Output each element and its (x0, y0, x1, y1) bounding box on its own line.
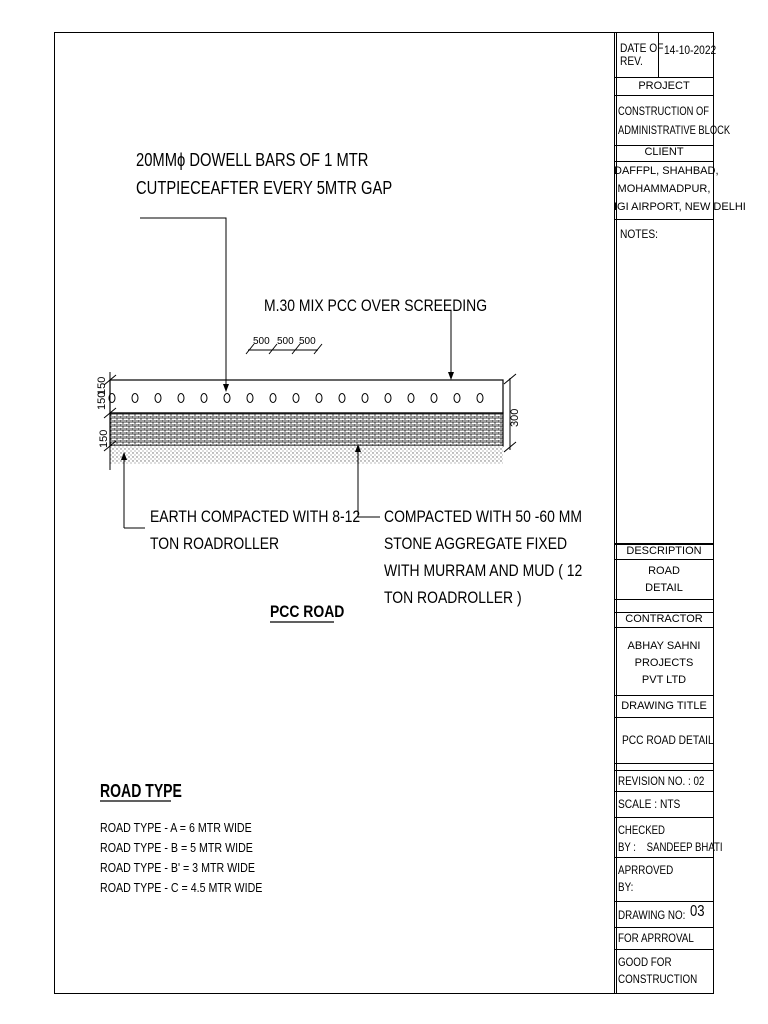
project-value: CONSTRUCTION OF ADMINISTRATIVE BLOCK (618, 104, 731, 137)
dowel-bar (316, 394, 322, 403)
project-label: PROJECT (614, 78, 714, 96)
dowel-bar (454, 394, 460, 403)
stone-note-line1: COMPACTED WITH 50 -60 MM (384, 507, 583, 526)
spacing-label-1: 500 (253, 336, 270, 347)
drawing-no-row (614, 902, 714, 928)
date-value: 14-10-2022 (664, 43, 717, 57)
road-type-item: ROAD TYPE - B' = 3 MTR WIDE (100, 860, 255, 875)
contractor-value: ABHAY SAHNI PROJECTS PVT LTD (614, 628, 714, 696)
stone-note-line2: STONE AGGREGATE FIXED (384, 534, 568, 553)
dowel-bar (293, 394, 299, 403)
contractor-label: CONTRACTOR (614, 612, 714, 628)
description-label: DESCRIPTION (614, 544, 714, 560)
dim-label-right: 300 (509, 408, 521, 427)
project-row (614, 96, 731, 146)
dowel-bar (385, 394, 391, 403)
dowel-bar (201, 394, 207, 403)
notes-label: NOTES: (620, 227, 658, 241)
drawing-no-label: DRAWING NO: (618, 908, 686, 922)
scale-value: SCALE : NTS (618, 797, 681, 811)
drawing-no-value: 03 (690, 903, 705, 920)
approved-row (614, 858, 714, 902)
dowel-note-line2: CUTPIECEAFTER EVERY 5MTR GAP (136, 178, 393, 198)
dowel-bar (270, 394, 276, 403)
checked-by: CHECKED BY : SANDEEP BHATI (618, 823, 723, 854)
good-for-construction-row (614, 950, 714, 994)
notes-box (614, 220, 714, 544)
checked-row (614, 818, 723, 858)
good-for-construction: GOOD FOR CONSTRUCTION (618, 955, 698, 986)
dim-label-mid: 150 (96, 376, 108, 395)
earth-note-line2: TON ROADROLLER (150, 534, 280, 553)
earth-layer (110, 446, 503, 464)
dowel-bar (132, 394, 138, 403)
road-type-item: ROAD TYPE - C = 4.5 MTR WIDE (100, 880, 263, 895)
spacing-label-3: 500 (299, 336, 316, 347)
dim-label-top: 150 (96, 391, 108, 410)
dowel-bar (224, 394, 230, 403)
stone-aggregate-layer (110, 413, 503, 446)
drawing-title-row (614, 718, 714, 764)
pcc-layer (110, 380, 503, 413)
for-approval: FOR APRROVAL (618, 931, 694, 945)
revision-no: REVISION NO. : 02 (618, 774, 705, 788)
client-label: CLIENT (614, 146, 714, 162)
road-type-item: ROAD TYPE - A = 6 MTR WIDE (100, 820, 252, 835)
client-value: DAFFPL, SHAHBAD, MOHAMMADPUR, IGI AIRPORT, NEW DELHI (614, 162, 714, 220)
approved-by: APRROVED BY: (618, 863, 674, 894)
road-type-item: ROAD TYPE - B = 5 MTR WIDE (100, 840, 253, 855)
revision-row (614, 770, 714, 792)
drawing-title-value: PCC ROAD DETAIL (622, 733, 714, 747)
dowel-note-line1: 20MMϕ DOWELL BARS OF 1 MTR (136, 150, 369, 170)
title-block (614, 32, 746, 994)
stone-note-line3: WITH MURRAM AND MUD ( 12 (384, 561, 583, 580)
date-row (614, 32, 717, 78)
drawing-title-label: DRAWING TITLE (614, 696, 714, 718)
dowel-bar (155, 394, 161, 403)
scale-row (614, 792, 714, 818)
dim-label-bottom: 150 (98, 429, 110, 448)
dowel-bar (431, 394, 437, 403)
for-approval-row (614, 928, 714, 950)
dowel-bar (178, 394, 184, 403)
pcc-note: M.30 MIX PCC OVER SCREEDING (264, 296, 488, 315)
spacing-label-2: 500 (277, 336, 294, 347)
dowel-bar (477, 394, 483, 403)
date-label: DATE OF REV. (620, 41, 664, 68)
dowel-bar (362, 394, 368, 403)
description-value: ROAD DETAIL (614, 560, 714, 600)
dowel-bar (247, 394, 253, 403)
dowel-bar (408, 394, 414, 403)
earth-note-line1: EARTH COMPACTED WITH 8-12 (150, 507, 361, 526)
section-title: PCC ROAD (270, 602, 345, 621)
dowel-bar (339, 394, 345, 403)
stone-note-line4: TON ROADROLLER ) (384, 588, 522, 607)
dowel-leader (140, 218, 226, 390)
road-type-heading: ROAD TYPE (100, 781, 182, 801)
